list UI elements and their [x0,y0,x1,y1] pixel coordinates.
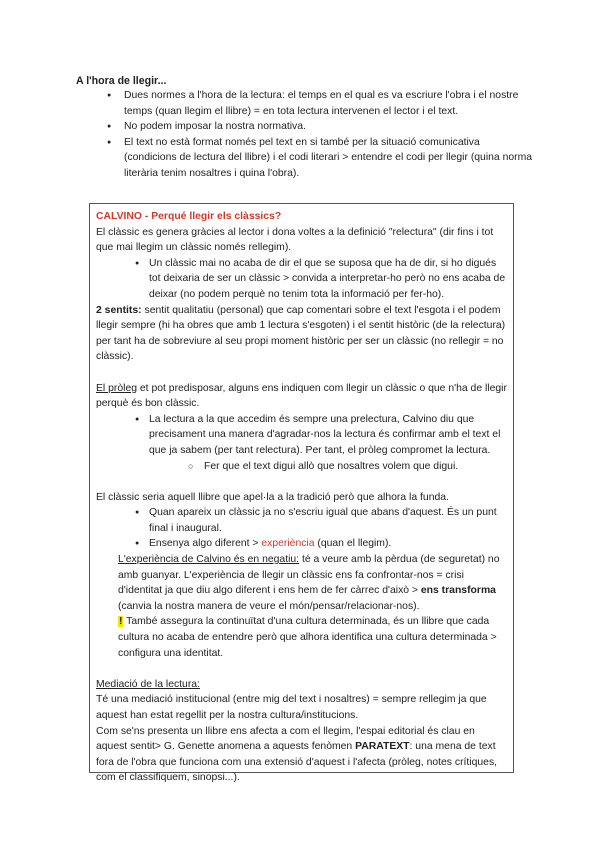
list-item: ● Quan apareix un clàssic ja no s'escriu igual que abans d'aquest. És un punt final i inaugural. [96,505,507,536]
experiencia-text: té a veure amb la pèrdua (de seguretat) no amb guanyar. L'experiència de llegir un clàssic ens fa confrontar-nos = crisi d'identitat ja que diu algo diferent i ens hem de fer càrrec d'això > [118,554,500,597]
classic-paragraph: El clàssic seria aquell llibre que apel·la a la tradició però que alhora la funda. [96,491,449,503]
mediacio-label: Mediació de la lectura: [96,678,200,690]
list-item: ● Dues normes a l'hora de la lectura: el temps en el qual es va escriure l'obra i el nostre temps (quan llegim el llibre) = en tota lectura intervenen el lector i el text. [94,88,534,119]
bullet-list [96,256,507,303]
experiencia-word: experiència [261,538,315,550]
exclaim-text: També assegura la continuïtat d'una cultura determinada, és un llibre que cada cultura no acaba de entendre però que alhora identifica una cultura determinada > configura una identitat. [118,616,497,659]
bullet-text: (quan el llegim). [314,538,392,550]
list-item: ● No podem imposar la nostra normativa. [94,119,534,135]
mediacio-paragraph-1: Té una mediació institucional (entre mig del text i nosaltres) = sempre rellegim ja que aquest han estat regellit per la nostra cultura/institucions. [96,694,487,721]
exclamation-highlight: ! [119,616,123,628]
page-heading: A l'hora de llegir... [76,75,167,87]
experiencia-label: L'experiència de Calvino és en negatiu: [118,554,300,566]
sub-bullet-list [96,459,507,475]
exclaim-paragraph [96,614,507,661]
list-item: ● Un clàssic mai no acaba de dir el que se suposa que ha de dir, si ho digués tot deixaria de ser un clàssic > convida a interpretar-ho però no ens acaba de deixar (no podem perquè no tenim tota la informació per fer-ho). [96,256,507,303]
bullet-list [96,412,507,459]
list-item: ● La lectura a la que accedim és sempre una prelectura, Calvino diu que precisament una manera d'agradar-nos la lectura és confirmar amb el text el que ja sabem (per tant relectura). Per tant, el pròleg compromet la lectura. [96,412,507,459]
mediacio-paragraph-2 [96,724,507,786]
sentits-text: sentit qualitatiu (personal) que cap comentari sobre el text l'esgota i el podem llegir sempre (hi ha obres que amb 1 lectura s'esgoten) i el sentit històric (de la relectura) per tant ha de sobreviure al seu propi moment històric per ser un clàssic (no rellegir = no clàssic). [96,304,506,363]
mediacio-text-end: : una mena de text fora de l'obra que funciona com una extensió d'aquest i l'afecta (pròleg, notes crítiques, com el classifiquem, sinopsi...). [96,741,498,784]
sentits-paragraph [96,303,507,365]
list-item [96,536,507,552]
bullet-list [96,505,507,552]
list-item: ○ Fer que el text digui allò que nosaltres volem que digui. [96,459,507,475]
proleg-text: et pot predisposar, alguns ens indiquen com llegir un clàssic o que n'ha de llegir perquè és bon clàssic. [96,382,507,410]
list-item: ● El text no està format només pel text en si també per la situació comunicativa (condicions de lectura del llibre) i el codi literari > entendre el codi per llegir (quina norma literària tenim nosaltres i quina l'obra). [94,135,534,182]
experiencia-paragraph [96,552,507,614]
box-title: CALVINO - Perqué llegir els clàssics? [96,211,282,222]
proleg-paragraph [96,381,507,412]
proleg-label: El pròleg [96,382,138,394]
intro-paragraph: El clàssic es genera gràcies al lector i dona voltes a la definició "relectura" (dir fins i tot que mai llegim un clàssic només rellegim). [96,226,494,254]
sentits-label: 2 sentits: [96,304,142,316]
calvino-notes-box [89,203,514,784]
mediacio-text: Com se'ns presenta un llibre ens afecta a com el llegim, l'espai editorial és clau en aquest sentit> G. Genette anomena a aquests fenòmen [96,725,475,753]
paratext-bold: PARATEXT [355,741,410,753]
experiencia-text-end: (canvia la nostra manera de veure el món/pensar/relacionar-nos). [118,600,420,612]
bullet-text: Ensenya algo diferent > [149,538,262,550]
experiencia-bold: ens transforma [420,585,496,597]
intro-bullet-list [94,88,534,182]
